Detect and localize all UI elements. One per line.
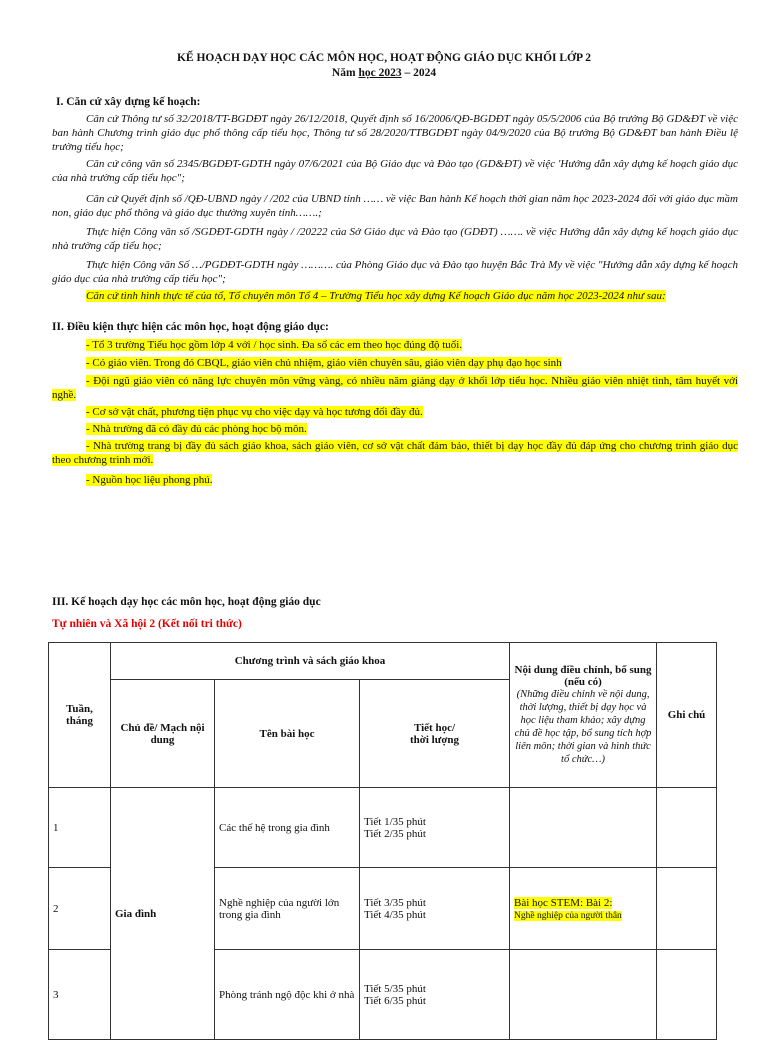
- subject-title: Tự nhiên và Xã hội 2 (Kết nối tri thức): [52, 618, 242, 630]
- group-header: Chương trình và sách giáo khoa: [111, 643, 510, 680]
- adjust-cell: [510, 950, 657, 1040]
- condition-item-7: [52, 473, 742, 487]
- lesson-cell: Phòng tránh ngộ độc khi ở nhà: [215, 950, 360, 1040]
- year-prefix: Năm: [331, 67, 359, 79]
- basis-paragraph-1: Căn cứ Thông tư số 32/2018/TT-BGDĐT ngày 26/12/2018, Quyết định số 16/2006/QĐ-BGDĐT ngày 05/5/2006 của Bộ trưởng Bộ GD&ĐT về việc ban hành Chương trình giáo dục phổ thông cấp tiểu học, Thông tư số 28/2020/TTBGDĐT ngày 04/9/2020 của Bộ trưởng Bộ GD&ĐT ban hành Điều lệ trường tiểu học;: [52, 113, 738, 153]
- col-period-line2: thời lượng: [409, 733, 460, 746]
- basis-paragraph-6-text: Căn cứ tình hình thực tế của tổ, Tổ chuyên môn Tổ 4 – Trường Tiểu học xây dựng Kế hoạch Giáo dục năm học 2023-2024 như sau:: [86, 290, 666, 302]
- period-cell: [360, 950, 510, 1040]
- condition-item-4-text: - Cơ sở vật chất, phương tiện phục vụ cho việc dạy và học tương đối đầy đủ.: [86, 406, 423, 418]
- adjust-cell: [510, 788, 657, 868]
- condition-item-1: [52, 338, 742, 352]
- condition-item-2: [52, 356, 742, 370]
- section1-heading: I. Căn cứ xây dựng kế hoạch:: [56, 96, 201, 108]
- period-1: Tiết 5/35 phút: [364, 982, 426, 995]
- period-2: Tiết 2/35 phút: [364, 827, 426, 840]
- basis-paragraph-6: [52, 289, 738, 303]
- stem-lesson-name: Nghề nghiệp của người thân: [514, 910, 622, 921]
- week-cell: 3: [49, 950, 111, 1040]
- week-cell: 1: [49, 788, 111, 868]
- condition-item-5: [52, 422, 742, 436]
- col-period-line1: Tiết học/: [413, 721, 456, 734]
- lesson-cell: Các thế hệ trong gia đình: [215, 788, 360, 868]
- condition-item-6: [52, 439, 738, 467]
- week-cell: 2: [49, 868, 111, 950]
- basis-paragraph-2: Căn cứ công văn số 2345/BGDĐT-GDTH ngày 07/6/2021 của Bộ Giáo dục và Đào tạo (GD&ĐT) về việc 'Hướng dẫn xây dựng kế hoạch giáo dục của nhà trường cấp tiểu học";: [52, 158, 738, 184]
- col-adjust-note: (Những điều chỉnh về nội dung, thời lượng, thiết bị dạy học và học liệu tham khảo; xây dựng chủ đề học tập, bổ sung tích hợp liên môn; thời gian và hình thức tổ chức…): [514, 689, 652, 765]
- table-row: [49, 788, 717, 868]
- adjust-cell: [510, 868, 657, 950]
- condition-item-7-text: - Nguồn học liệu phong phú.: [86, 474, 213, 486]
- condition-item-2-text: - Có giáo viên. Trong đó CBQL, giáo viên chủ nhiệm, giáo viên chuyên sâu, giáo viên dạy phụ đạo học sinh: [86, 357, 562, 369]
- year-underlined: học 2023: [358, 67, 402, 79]
- condition-item-4: [52, 405, 742, 419]
- period-1: Tiết 1/35 phút: [364, 815, 426, 828]
- section2-heading: II. Điều kiện thực hiện các môn học, hoạt động giáo dục:: [52, 321, 329, 333]
- period-2: Tiết 6/35 phút: [364, 994, 426, 1007]
- col-week-header: Tuần, tháng: [49, 643, 111, 788]
- period-cell: [360, 868, 510, 950]
- year-suffix: – 2024: [401, 67, 437, 79]
- lesson-plan-table: [48, 642, 717, 1040]
- period-1: Tiết 3/35 phút: [364, 896, 426, 909]
- table-header-row-1: [49, 643, 717, 680]
- section3-heading: III. Kế hoạch dạy học các môn học, hoạt động giáo dục: [52, 596, 321, 608]
- stem-lesson-label: Bài học STEM: Bài 2:: [514, 896, 613, 909]
- condition-item-1-text: - Tổ 3 trường Tiểu học gồm lớp 4 với / học sinh. Đa số các em theo học đúng độ tuổi.: [86, 339, 463, 351]
- col-topic-header: Chủ đề/ Mạch nội dung: [111, 680, 215, 788]
- col-adjust-title: Nội dung điều chỉnh, bổ sung (nếu có): [514, 664, 652, 688]
- condition-item-5-text: - Nhà trường đã có đầy đủ các phòng học bộ môn.: [86, 423, 307, 435]
- period-cell: [360, 788, 510, 868]
- condition-item-3: [52, 374, 738, 402]
- topic-cell: Gia đình: [111, 788, 215, 1040]
- lesson-cell: Nghề nghiệp của người lớn trong gia đình: [215, 868, 360, 950]
- col-note-header: Ghi chú: [657, 643, 717, 788]
- note-cell: [657, 788, 717, 868]
- basis-paragraph-5: Thực hiện Công văn Số …/PGDĐT-GDTH ngày ………. của Phòng Giáo dục và Đào tạo huyện Bắc Trà My về việc "Hướng dẫn xây dựng kế hoạch giáo dục của nhà trường cấp tiểu học";: [52, 259, 738, 285]
- basis-paragraph-3: Căn cứ Quyết định số /QĐ-UBND ngày / /202 của UBND tỉnh …… về việc Ban hành Kế hoạch thời gian năm học 2023-2024 đối với giáo dục mầm non, giáo dục phổ thông và giáo dục thường xuyên tỉnh…….;: [52, 193, 738, 219]
- col-lesson-header: Tên bài học: [215, 680, 360, 788]
- note-cell: [657, 868, 717, 950]
- col-adjust-header: [510, 643, 657, 788]
- school-year: [0, 67, 768, 79]
- condition-item-6-text: - Nhà trường trang bị đầy đủ sách giáo khoa, sách giáo viên, cơ sở vật chất đảm bảo, thiết bị dạy học đầy đủ đáp ứng cho chương trình giáo dục theo chương trình mới.: [52, 440, 738, 466]
- note-cell: [657, 950, 717, 1040]
- col-period-header: [360, 680, 510, 788]
- period-2: Tiết 4/35 phút: [364, 908, 426, 921]
- condition-item-3-text: - Đội ngũ giáo viên có năng lực chuyên môn vững vàng, có nhiều năm giảng dạy ở khối lớp tiểu học. Nhiều giáo viên nhiệt tình, tâm huyết với nghề.: [52, 375, 738, 401]
- basis-paragraph-4: Thực hiện Công văn số /SGDĐT-GDTH ngày / /20222 của Sở Giáo dục và Đào tạo (GDĐT) ……. về việc Hướng dẫn xây dựng kế hoạch giáo dục nhà trường cấp tiểu học;: [52, 226, 738, 252]
- document-title: KẾ HOẠCH DẠY HỌC CÁC MÔN HỌC, HOẠT ĐỘNG GIÁO DỤC KHỐI LỚP 2: [176, 52, 592, 64]
